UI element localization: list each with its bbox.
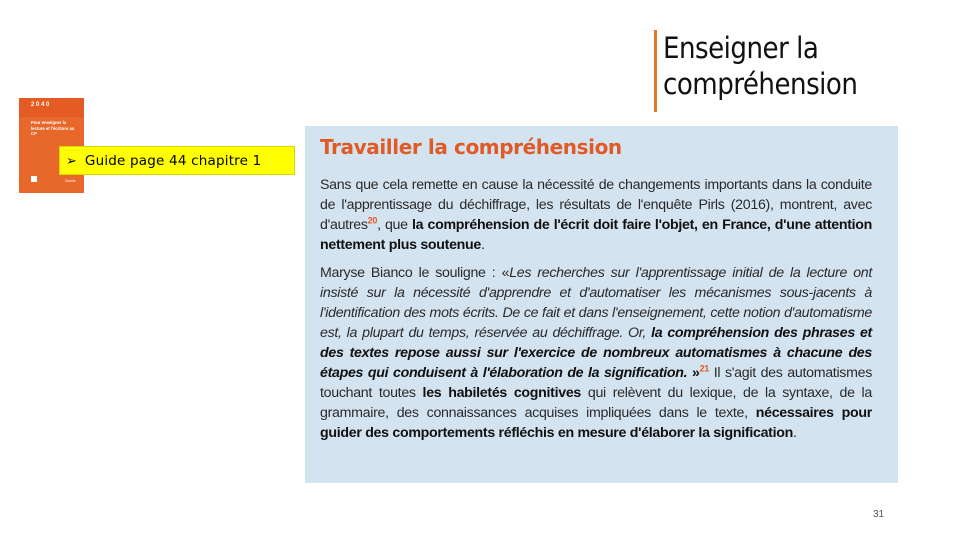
p2-text-b: Il s'agit des automatismes touchant toutes [320,365,872,401]
p1-emphasis: la compréhension de l'écrit doit faire l'objet, en France, d'une attention nettement plus soutenue [320,217,872,253]
slide-title-line2: compréhension [663,67,858,101]
excerpt-paragraph-2 [320,263,872,443]
p1-text-a: Sans que cela remette en cause la nécessité de changements importants dans la conduite de l'apprentissage du déchiffrage, les résultats de l'enquête Pirls (2016), montrent, avec d'autres [320,177,872,233]
p2-quote-emphasis: la compréhension des phrases et des textes repose aussi sur l'exercice de nombreux automatismes à chacune des étapes qui conduisent à l'élaboration de la signification. [320,325,872,381]
p1-end: . [481,237,485,253]
book-cover-band [19,98,84,117]
book-cover-logo: 2 0 4 0 [31,102,50,108]
p1-text-b: , que [377,217,412,233]
book-cover-emblem [31,176,37,182]
footnote-ref-20: 20 [367,215,378,226]
guide-callout [59,146,295,175]
page-number: 31 [873,509,885,520]
p2-emphasis-3: nécessaires pour guider des comportements réfléchis en mesure d'élaborer la signification [320,405,872,441]
book-cover-footer: Guide [65,178,76,183]
p2-emphasis-2: les habiletés cognitives [422,385,582,401]
footnote-ref-21: 21 [699,363,710,374]
p2-text-a: Maryse Bianco le souligne : « [320,265,510,281]
p2-end: . [792,425,797,441]
p2-text-c: qui relèvent du lexique, de la syntaxe, de la grammaire, des connaissances acquises impliquées dans le texte, [320,385,872,421]
excerpt-paragraph-1 [320,175,872,255]
excerpt-panel [305,126,898,483]
callout-text: Guide page 44 chapitre 1 [84,152,262,169]
excerpt-heading: Travailler la compréhension [320,135,622,159]
p2-quote-close: » [687,365,700,381]
title-accent-bar [654,30,657,112]
slide-title-line1: Enseigner la [663,31,819,65]
book-cover-title: Pour enseigner la lecture et l'écriture au CP [31,120,75,136]
arrow-bullet-icon: ➢ [66,152,77,168]
slide-title [663,30,857,102]
p2-quote: Les recherches sur l'apprentissage initial de la lecture ont insisté sur la nécessité d'apprendre et d'automatiser les mécanismes sous-jacents à l'identification des mots écrits. De ce fait et dans l'enseignement, cette notion d'automatisme est, la plupart du temps, réservée au déchiffrage. Or, [320,265,873,341]
